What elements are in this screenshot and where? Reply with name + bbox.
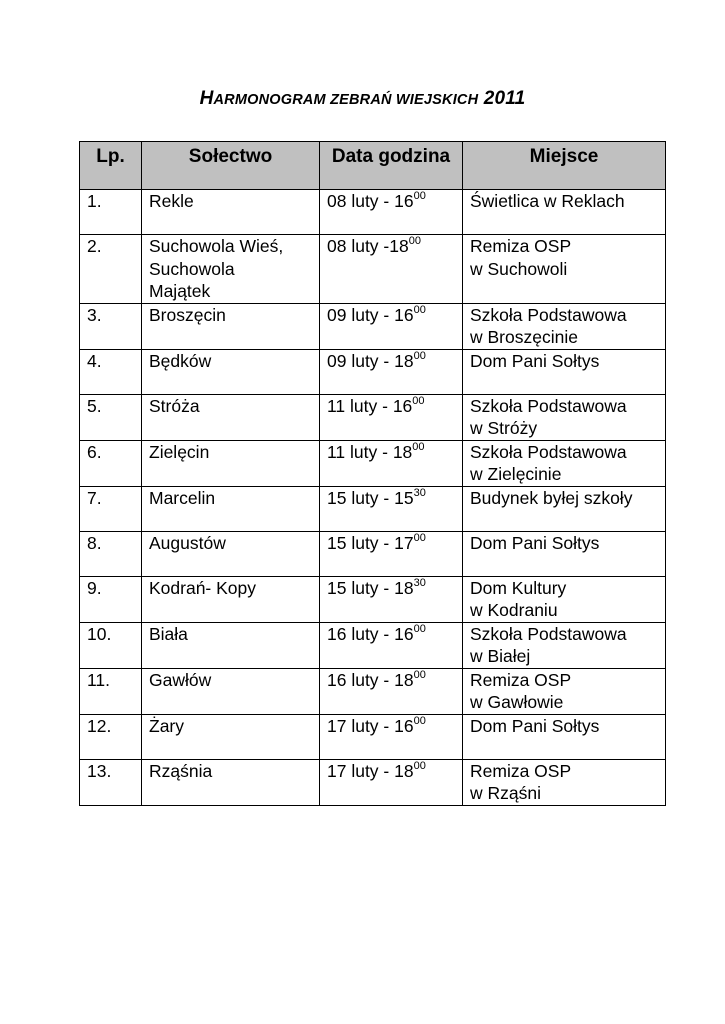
cell-solectwo [142, 394, 320, 440]
cell-miejsce [463, 394, 666, 440]
cell-date [320, 235, 463, 304]
cell-date [320, 714, 463, 759]
table-header-row [80, 142, 666, 190]
table-row [80, 190, 666, 235]
cell-miejsce [463, 759, 666, 805]
solectwo-line: Suchowola [149, 258, 235, 279]
date-text: 15 luty - 15 [327, 487, 414, 508]
cell-miejsce [463, 531, 666, 576]
cell-lp: 12. [80, 714, 142, 759]
table-row [80, 622, 666, 668]
cell-solectwo [142, 349, 320, 394]
cell-lp: 6. [80, 440, 142, 486]
cell-miejsce [463, 622, 666, 668]
cell-date [320, 440, 463, 486]
cell-date [320, 622, 463, 668]
cell-solectwo [142, 668, 320, 714]
title-rest: ARMONOGRAM ZEBRAŃ WIEJSKICH [213, 92, 479, 108]
time-minutes: 00 [413, 349, 426, 362]
place-line: Dom Kultury [470, 577, 567, 598]
solectwo-line: Rząśnia [149, 760, 213, 781]
cell-solectwo [142, 235, 320, 304]
solectwo-line: Będków [149, 350, 212, 371]
solectwo-line: Broszęcin [149, 304, 226, 325]
cell-miejsce [463, 349, 666, 394]
cell-lp: 2. [80, 235, 142, 304]
place-line: Szkoła Podstawowa [470, 304, 627, 325]
time-minutes: 30 [413, 576, 426, 589]
cell-lp: 5. [80, 394, 142, 440]
cell-date [320, 531, 463, 576]
solectwo-line: Żary [149, 715, 184, 736]
table-row [80, 531, 666, 576]
cell-date [320, 303, 463, 349]
date-text: 08 luty -18 [327, 236, 409, 256]
solectwo-line: Majątek [149, 281, 211, 301]
cell-solectwo [142, 576, 320, 622]
header-data [320, 142, 463, 190]
place-line: Dom Pani Sołtys [470, 715, 600, 736]
cell-date [320, 190, 463, 235]
date-text: 11 luty - 18 [327, 441, 413, 462]
place-line: w Suchowoli [470, 258, 568, 279]
date-text: 09 luty - 16 [327, 304, 414, 325]
cell-lp: 8. [80, 531, 142, 576]
table-row [80, 714, 666, 759]
cell-date [320, 668, 463, 714]
cell-lp: 9. [80, 576, 142, 622]
place-line: Szkoła Podstawowa [470, 395, 627, 416]
time-minutes: 00 [412, 440, 425, 453]
cell-lp: 10. [80, 622, 142, 668]
cell-miejsce [463, 576, 666, 622]
place-line: Szkoła Podstawowa [470, 623, 627, 644]
table-row [80, 303, 666, 349]
time-minutes: 00 [412, 394, 425, 407]
time-minutes: 00 [413, 622, 426, 635]
place-line: Szkoła Podstawowa [470, 441, 627, 462]
title-year: 2011 [483, 88, 526, 109]
cell-solectwo [142, 622, 320, 668]
solectwo-line: Marcelin [149, 487, 216, 508]
header-lp: Lp. [80, 142, 142, 190]
date-text: 08 luty - 16 [327, 191, 414, 211]
cell-solectwo [142, 759, 320, 805]
time-minutes: 30 [413, 486, 426, 499]
solectwo-line: Rekle [149, 191, 194, 211]
table-row [80, 759, 666, 805]
place-line: w Gawłowie [470, 692, 564, 712]
cell-solectwo [142, 486, 320, 531]
cell-miejsce [463, 714, 666, 759]
title-initial: H [199, 88, 214, 109]
time-minutes: 00 [413, 303, 426, 316]
time-minutes: 00 [413, 759, 426, 772]
time-minutes: 00 [408, 235, 421, 247]
header-miejsce: Miejsce [463, 142, 666, 190]
place-line: Remiza OSP [470, 760, 572, 781]
place-line: Dom Pani Sołtys [470, 350, 600, 371]
cell-miejsce [463, 486, 666, 531]
cell-miejsce [463, 190, 666, 235]
header-data-line1: Data [331, 146, 374, 167]
header-data-line2: godzina [378, 146, 451, 167]
cell-miejsce [463, 235, 666, 304]
date-text: 16 luty - 18 [327, 669, 414, 690]
cell-lp: 3. [80, 303, 142, 349]
table-row [80, 576, 666, 622]
table-row [80, 394, 666, 440]
solectwo-line: Gawłów [149, 669, 212, 690]
solectwo-line: Stróża [149, 395, 200, 416]
date-text: 09 luty - 18 [327, 350, 414, 371]
place-line: w Białej [470, 646, 531, 666]
place-line: Remiza OSP [470, 669, 572, 690]
header-solectwo: Sołectwo [142, 142, 320, 190]
table-row [80, 440, 666, 486]
page-title [0, 88, 725, 110]
cell-date [320, 576, 463, 622]
cell-solectwo [142, 714, 320, 759]
date-text: 15 luty - 18 [327, 577, 414, 598]
solectwo-line: Suchowola Wieś, [149, 236, 284, 256]
place-line: Budynek byłej szkoły [470, 487, 633, 508]
cell-lp: 1. [80, 190, 142, 235]
place-line: w Rząśni [470, 783, 541, 803]
table-row [80, 235, 666, 304]
date-text: 16 luty - 16 [327, 623, 414, 644]
cell-solectwo [142, 531, 320, 576]
table-row [80, 349, 666, 394]
time-minutes: 00 [413, 668, 426, 681]
place-line: Remiza OSP [470, 236, 572, 256]
date-text: 17 luty - 16 [327, 715, 414, 736]
time-minutes: 00 [413, 190, 426, 202]
date-text: 11 luty - 16 [327, 395, 413, 416]
cell-date [320, 349, 463, 394]
time-minutes: 00 [413, 531, 426, 544]
cell-lp: 4. [80, 349, 142, 394]
cell-solectwo [142, 440, 320, 486]
cell-lp: 11. [80, 668, 142, 714]
solectwo-line: Kodrań- Kopy [149, 577, 257, 598]
cell-solectwo [142, 190, 320, 235]
cell-date [320, 759, 463, 805]
table-row [80, 668, 666, 714]
table-row [80, 486, 666, 531]
place-line: w Stróży [470, 418, 538, 438]
cell-date [320, 394, 463, 440]
solectwo-line: Biała [149, 623, 188, 644]
place-line: Świetlica w Reklach [470, 191, 625, 211]
meeting-schedule-table [79, 141, 666, 806]
place-line: w Zielęcinie [470, 464, 562, 484]
date-text: 17 luty - 18 [327, 760, 414, 781]
solectwo-line: Zielęcin [149, 441, 210, 462]
cell-lp: 13. [80, 759, 142, 805]
cell-solectwo [142, 303, 320, 349]
cell-lp: 7. [80, 486, 142, 531]
place-line: w Broszęcinie [470, 327, 578, 347]
place-line: Dom Pani Sołtys [470, 532, 600, 553]
cell-miejsce [463, 668, 666, 714]
cell-miejsce [463, 440, 666, 486]
cell-miejsce [463, 303, 666, 349]
cell-date [320, 486, 463, 531]
solectwo-line: Augustów [149, 532, 226, 553]
date-text: 15 luty - 17 [327, 532, 414, 553]
time-minutes: 00 [413, 714, 426, 727]
place-line: w Kodraniu [470, 600, 558, 620]
